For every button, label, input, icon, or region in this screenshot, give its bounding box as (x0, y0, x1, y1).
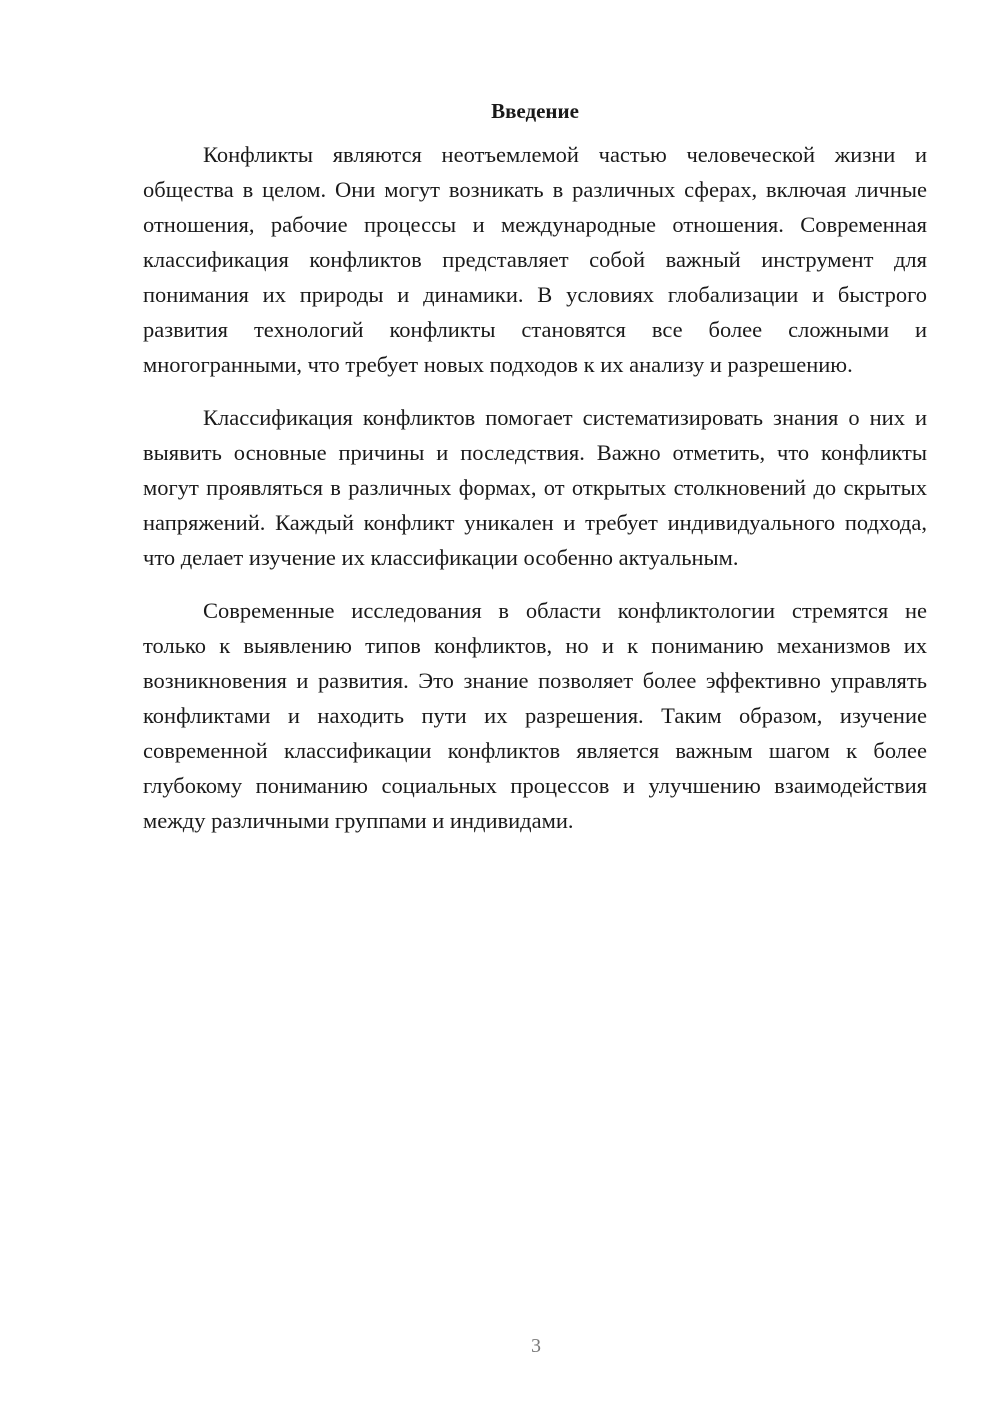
page-number: 3 (531, 1335, 541, 1357)
paragraph-1: Конфликты являются неотъемлемой частью человеческой жизни и общества в целом. Они могут возникать в различных сферах, включая личные отношения, рабочие процессы и международные отношения. Современная классификация конфликтов представляет собой важный инструмент для понимания их природы и динамики. В условиях глобализации и быстрого развития технологий конфликты становятся все более сложными и многогранными, что требует новых подходов к их анализу и разрешению. (143, 142, 927, 377)
section-title: Введение (491, 99, 579, 123)
paragraph-3: Современные исследования в области конфликтологии стремятся не только к выявлению типов конфликтов, но и к пониманию механизмов их возникновения и развития. Это знание позволяет более эффективно управлять конфликтами и находить пути их разрешения. Таким образом, изучение современной классификации конфликтов является важным шагом к более глубокому пониманию социальных процессов и улучшению взаимодействия между различными группами и индивидами. (143, 598, 927, 833)
paragraph-2: Классификация конфликтов помогает систематизировать знания о них и выявить основные причины и последствия. Важно отметить, что конфликты могут проявляться в различных формах, от открытых столкновений до скрытых напряжений. Каждый конфликт уникален и требует индивидуального подхода, что делает изучение их классификации особенно актуальным. (143, 405, 927, 570)
page-content (143, 95, 927, 856)
